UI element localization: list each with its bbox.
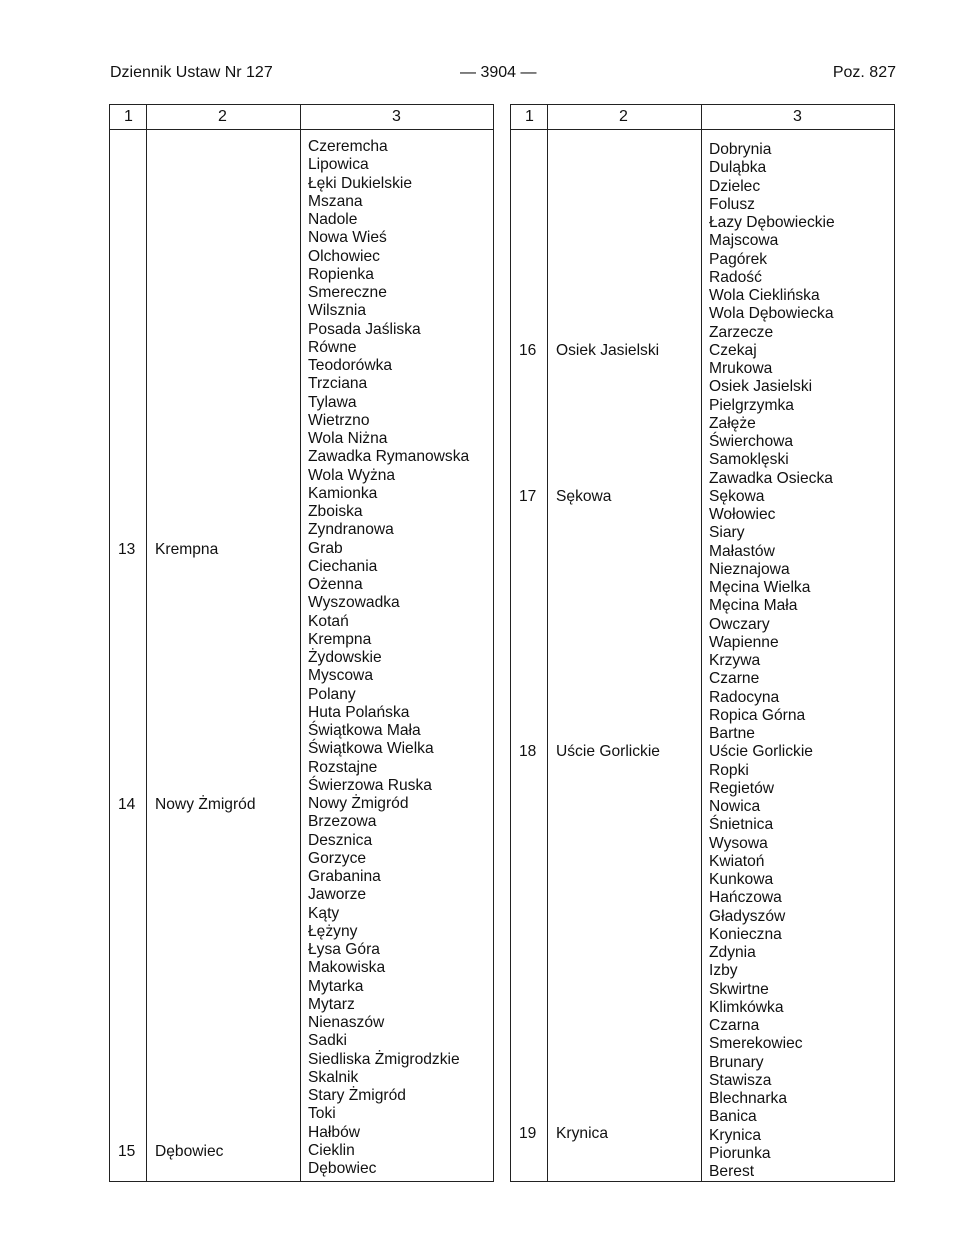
locality-item: Czekaj (709, 341, 757, 359)
locality-item: Banica (709, 1108, 757, 1126)
locality-item: Męcina Mała (709, 597, 798, 615)
locality-item: Wola Wyżna (308, 466, 396, 484)
locality-item: Łazy Dębowieckie (709, 214, 835, 231)
locality-item: Rozstajne (308, 758, 378, 776)
locality-item: Nadole (308, 211, 358, 228)
locality-item: Bartne (709, 725, 755, 742)
locality-item: Trzciana (308, 375, 368, 393)
locality-item: Mszana (308, 192, 363, 210)
municipality-name: Sękowa (556, 488, 612, 505)
locality-item: Wola Cieklińska (709, 287, 820, 304)
locality-item: Ciechania (308, 557, 378, 575)
locality-item: Grab (308, 539, 343, 557)
locality-item: Wilsznia (308, 302, 367, 320)
column-header-2: 2 (218, 108, 227, 125)
locality-item: Klimkówka (709, 998, 784, 1016)
locality-item: Nienaszów (308, 1014, 385, 1031)
municipality-name: Nowy Żmigród (155, 796, 256, 813)
header-divider (511, 129, 894, 130)
locality-item: Skalnik (308, 1068, 359, 1086)
locality-item: Nowa Wieś (308, 229, 387, 247)
locality-item: Zawadka Rymanowska (308, 448, 470, 466)
locality-item: Izby (709, 962, 738, 980)
row-number: 17 (519, 488, 537, 505)
locality-item: Nowy Żmigród (308, 795, 409, 812)
locality-item: Jaworze (308, 886, 367, 904)
locality-item: Pielgrzymka (709, 396, 794, 414)
locality-item: Zarzecze (709, 323, 774, 341)
locality-item: Duląbka (709, 159, 767, 177)
locality-item: Śnietnica (709, 816, 774, 834)
locality-item: Świątkowa Wielka (308, 740, 434, 758)
locality-item: Gorzyce (308, 849, 367, 867)
column-divider (701, 105, 702, 1181)
locality-item: Czeremcha (308, 138, 388, 155)
locality-item: Radość (709, 268, 762, 286)
locality-item: Pagórek (709, 250, 768, 268)
locality-item: Regietów (709, 779, 775, 797)
locality-item: Kamionka (308, 484, 378, 502)
locality-item: Uście Gorlickie (709, 743, 813, 761)
locality-item: Sękowa (709, 487, 765, 505)
locality-item: Radocyna (709, 688, 780, 706)
locality-item: Świątkowa Mała (308, 722, 421, 739)
municipality-name: Uście Gorlickie (556, 743, 660, 760)
locality-item: Zawadka Osiecka (709, 469, 833, 487)
column-divider (547, 105, 548, 1181)
locality-item: Mytarka (308, 977, 364, 995)
locality-list (308, 138, 469, 1178)
locality-item: Wola Dębowiecka (709, 305, 834, 323)
locality-item: Hańczowa (709, 889, 782, 907)
row-number: 19 (519, 1125, 537, 1142)
locality-item: Samoklęski (709, 451, 789, 469)
municipality-name: Osiek Jasielski (556, 342, 660, 359)
row-number: 18 (519, 743, 537, 760)
locality-item: Ropki (709, 761, 749, 779)
locality-item: Polany (308, 685, 356, 703)
row-number: 14 (118, 796, 136, 813)
locality-item: Wołowiec (709, 506, 776, 523)
locality-item: Krynica (709, 1126, 761, 1144)
locality-item: Dobrynia (709, 141, 772, 158)
locality-item: Majscowa (709, 232, 779, 250)
locality-item: Stary Żmigród (308, 1087, 406, 1104)
row-number: 15 (118, 1143, 136, 1160)
locality-item: Ożenna (308, 576, 363, 593)
locality-item: Krempna (308, 630, 372, 648)
column-header-2: 2 (619, 108, 628, 125)
locality-item: Grabanina (308, 868, 381, 885)
right-table (510, 104, 895, 1182)
locality-item: Konieczna (709, 925, 782, 943)
header-divider (110, 129, 493, 130)
locality-item: Załęże (709, 414, 756, 432)
locality-item: Makowiska (308, 959, 386, 977)
locality-item: Kwiatoń (709, 852, 765, 870)
locality-item: Nowica (709, 798, 761, 815)
column-header-1: 1 (124, 108, 133, 125)
locality-item: Zyndranowa (308, 521, 394, 539)
locality-item: Osiek Jasielski (709, 378, 813, 396)
locality-item: Wyszowadka (308, 594, 400, 612)
locality-item: Małastów (709, 542, 775, 560)
locality-item: Czarna (709, 1017, 760, 1034)
locality-item: Berest (709, 1163, 755, 1180)
locality-item: Kunkowa (709, 871, 774, 888)
locality-item: Toki (308, 1105, 336, 1123)
journal-title: Dziennik Ustaw Nr 127 (110, 64, 273, 81)
locality-item: Dębowiec (308, 1160, 377, 1177)
locality-item: Wietrzno (308, 411, 370, 429)
locality-item: Równe (308, 338, 357, 356)
municipality-name: Dębowiec (155, 1143, 224, 1160)
locality-item: Skwirtne (709, 980, 769, 998)
municipality-name: Krempna (155, 541, 219, 558)
locality-item: Świerchowa (709, 433, 794, 450)
locality-item: Wola Niżna (308, 430, 388, 447)
locality-item: Czarne (709, 670, 760, 688)
row-number: 16 (519, 342, 537, 359)
left-table (109, 104, 494, 1182)
locality-item: Tylawa (308, 393, 357, 411)
locality-item: Lipowica (308, 156, 369, 174)
locality-item: Ropica Górna (709, 706, 806, 724)
page-header (110, 64, 896, 86)
locality-item: Teodorówka (308, 357, 393, 374)
locality-item: Hałbów (308, 1123, 361, 1141)
locality-item: Stawisza (709, 1071, 772, 1089)
locality-item: Siedliska Żmigrodzkie (308, 1050, 460, 1068)
locality-item: Gładyszów (709, 907, 786, 925)
locality-item: Owczary (709, 615, 770, 633)
locality-item: Piorunka (709, 1144, 771, 1162)
locality-item: Folusz (709, 195, 755, 213)
locality-item: Huta Polańska (308, 703, 410, 721)
locality-item: Zboiska (308, 503, 363, 520)
locality-item: Ropienka (308, 265, 374, 283)
locality-item: Siary (709, 524, 745, 542)
locality-item: Żydowskie (308, 649, 382, 666)
locality-item: Kąty (308, 904, 340, 922)
municipality-name: Krynica (556, 1125, 608, 1142)
column-divider (146, 105, 147, 1181)
column-divider (300, 105, 301, 1181)
locality-item: Posada Jaśliska (308, 320, 421, 338)
locality-item: Krzywa (709, 652, 761, 669)
locality-item: Myscowa (308, 667, 373, 685)
locality-item: Brzezowa (308, 813, 377, 831)
locality-item: Łęki Dukielskie (308, 174, 413, 192)
locality-item: Cieklin (308, 1141, 355, 1159)
row-number: 13 (118, 541, 136, 558)
column-header-3: 3 (793, 108, 802, 125)
locality-item: Łysa Góra (308, 941, 380, 958)
locality-item: Blechnarka (709, 1090, 788, 1107)
locality-item: Smerekowiec (709, 1035, 803, 1053)
locality-item: Sadki (308, 1032, 348, 1050)
locality-item: Świerzowa Ruska (308, 776, 432, 794)
locality-item: Smereczne (308, 284, 387, 301)
column-header-3: 3 (392, 108, 401, 125)
locality-item: Kotań (308, 612, 349, 630)
locality-item: Wapienne (709, 633, 779, 651)
page-number: — 3904 — (460, 64, 537, 81)
locality-item: Olchowiec (308, 247, 380, 265)
column-header-1: 1 (525, 108, 534, 125)
locality-list (709, 141, 835, 1181)
position-number: Poz. 827 (832, 64, 896, 81)
locality-item: Wysowa (709, 834, 768, 852)
locality-item: Mytarz (308, 995, 355, 1013)
locality-item: Męcina Wielka (709, 579, 811, 596)
locality-item: Łężyny (308, 922, 358, 940)
locality-item: Brunary (709, 1053, 764, 1071)
locality-item: Zdynia (709, 944, 756, 961)
locality-item: Dzielec (709, 177, 761, 195)
locality-item: Nieznajowa (709, 560, 790, 578)
locality-item: Desznica (308, 831, 373, 849)
locality-item: Mrukowa (709, 360, 773, 377)
